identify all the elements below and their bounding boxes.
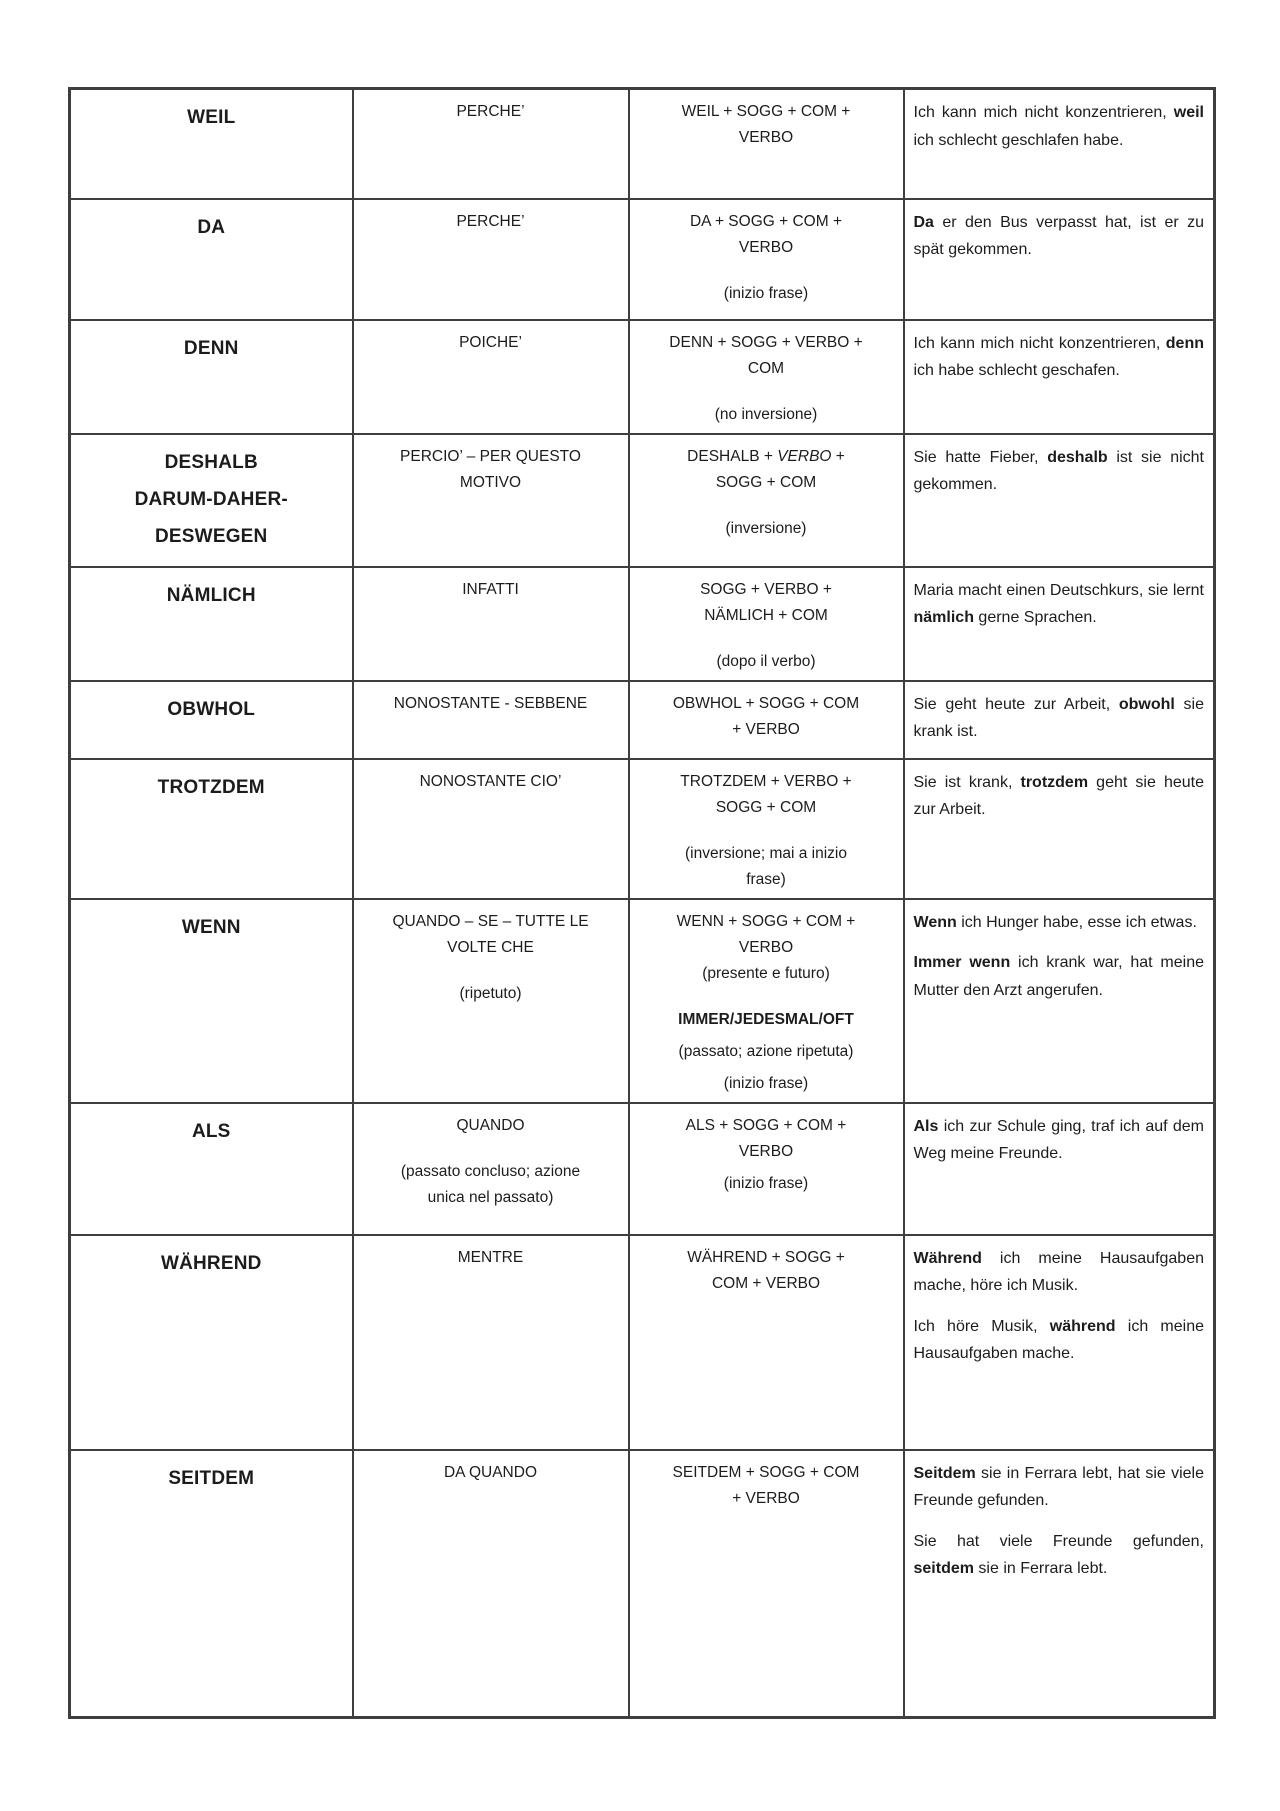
- example-cell: [904, 759, 1215, 899]
- structure-paragraph: DESHALB + VERBO + SOGG + COM: [687, 447, 845, 491]
- table-row: [70, 1450, 1215, 1718]
- structure-paragraph: SOGG + VERBO + NÄMLICH + COM: [700, 580, 832, 624]
- structure-paragraph: WEIL + SOGG + COM + VERBO: [681, 103, 851, 146]
- table-row: [70, 1103, 1215, 1235]
- translation-paragraph: NONOSTANTE - SEBBENE: [393, 694, 588, 712]
- conjunction-cell: [70, 567, 353, 681]
- example-sentence: Wenn ich Hunger habe, esse ich etwas.: [913, 913, 1197, 931]
- translation-cell: [353, 567, 629, 681]
- structure-paragraph: WENN + SOGG + COM + VERBO (presente e futuro): [676, 912, 856, 982]
- structure-paragraph: OBWHOL + SOGG + COM + VERBO: [672, 694, 860, 738]
- conjunction-word: WEIL: [187, 107, 236, 128]
- structure-paragraph: TROTZDEM + VERBO + SOGG + COM: [680, 772, 852, 816]
- translation-cell: [353, 199, 629, 320]
- conjunction-table: [68, 87, 1216, 1719]
- example-sentence: Sie hat viele Freunde gefunden, seitdem sie in Ferrara lebt.: [913, 1532, 1204, 1577]
- structure-cell: [629, 89, 904, 199]
- conjunction-word: WÄHREND: [160, 1252, 262, 1274]
- conjunction-cell: [70, 199, 353, 320]
- translation-cell: [353, 681, 629, 759]
- example-sentence: Ich kann mich nicht konzentrieren, denn ich habe schlecht geschafen.: [913, 334, 1204, 379]
- structure-cell: [629, 199, 904, 320]
- translation-cell: [353, 89, 629, 199]
- example-cell: [904, 320, 1215, 434]
- conjunction-word: OBWHOL: [167, 698, 256, 720]
- conjunction-cell: [70, 434, 353, 567]
- example-cell: [904, 1235, 1215, 1450]
- table-row: [70, 681, 1215, 759]
- translation-cell: [353, 899, 629, 1103]
- example-cell: [904, 1103, 1215, 1235]
- conjunction-word: TROTZDEM: [157, 776, 265, 798]
- structure-paragraph: SEITDEM + SOGG + COM + VERBO: [672, 1463, 860, 1507]
- structure-cell: [629, 1450, 904, 1718]
- structure-cell: [629, 434, 904, 567]
- example-cell: [904, 567, 1215, 681]
- translation-paragraph: (ripetuto): [459, 984, 522, 1002]
- translation-paragraph: MENTRE: [457, 1248, 524, 1266]
- structure-paragraph: IMMER/JEDESMAL/OFT: [678, 1010, 854, 1028]
- conjunction-cell: [70, 759, 353, 899]
- table-row: [70, 899, 1215, 1103]
- conjunction-cell: [70, 681, 353, 759]
- example-sentence: Ich höre Musik, während ich meine Hausaufgaben mache.: [913, 1317, 1205, 1362]
- structure-paragraph: (inizio frase): [723, 1074, 809, 1092]
- structure-cell: [629, 899, 904, 1103]
- structure-paragraph: (inversione): [725, 519, 807, 537]
- translation-paragraph: PERCHE’: [456, 212, 525, 230]
- structure-cell: [629, 681, 904, 759]
- structure-cell: [629, 567, 904, 681]
- translation-cell: [353, 1450, 629, 1718]
- conjunction-word: WENN: [181, 916, 241, 938]
- translation-cell: [353, 759, 629, 899]
- translation-paragraph: NONOSTANTE CIO’: [419, 772, 562, 790]
- translation-paragraph: QUANDO: [456, 1116, 525, 1134]
- table-row: [70, 89, 1215, 199]
- structure-paragraph: ALS + SOGG + COM + VERBO: [685, 1116, 847, 1160]
- example-sentence: Seitdem sie in Ferrara lebt, hat sie viele Freunde gefunden.: [913, 1464, 1204, 1509]
- structure-cell: [629, 759, 904, 899]
- example-sentence: Ich kann mich nicht konzentrieren, weil ich schlecht geschlafen habe.: [913, 104, 1204, 149]
- table-row: [70, 320, 1215, 434]
- example-sentence: Sie ist krank, trotzdem geht sie heute zur Arbeit.: [913, 773, 1204, 818]
- example-cell: [904, 1450, 1215, 1718]
- conjunction-cell: [70, 1235, 353, 1450]
- structure-cell: [629, 320, 904, 434]
- table-row: [70, 434, 1215, 567]
- conjunction-cell: [70, 1450, 353, 1718]
- conjunction-word: DESHALB DARUM-DAHER- DESWEGEN: [134, 451, 288, 547]
- translation-paragraph: INFATTI: [462, 580, 519, 598]
- example-sentence: Während ich meine Hausaufgaben mache, höre ich Musik.: [913, 1249, 1204, 1294]
- example-sentence: Immer wenn ich krank war, hat meine Mutter den Arzt angerufen.: [913, 954, 1205, 999]
- conjunction-cell: [70, 1103, 353, 1235]
- translation-paragraph: (passato concluso; azione unica nel passato): [400, 1162, 581, 1206]
- example-sentence: Maria macht einen Deutschkurs, sie lernt nämlich gerne Sprachen.: [913, 581, 1204, 626]
- conjunction-word: DA: [197, 216, 226, 238]
- table-row: [70, 199, 1215, 320]
- translation-paragraph: PERCHE’: [456, 103, 525, 120]
- conjunction-word: ALS: [191, 1120, 231, 1142]
- example-cell: [904, 89, 1215, 199]
- conjunction-cell: [70, 899, 353, 1103]
- table-row: [70, 567, 1215, 681]
- translation-cell: [353, 320, 629, 434]
- example-sentence: Da er den Bus verpasst hat, ist er zu spät gekommen.: [913, 213, 1204, 258]
- table-row: [70, 1235, 1215, 1450]
- conjunction-cell: [70, 89, 353, 199]
- translation-cell: [353, 1103, 629, 1235]
- conjunction-word: NÄMLICH: [166, 584, 256, 606]
- structure-paragraph: (inversione; mai a inizio frase): [685, 844, 847, 888]
- example-cell: [904, 434, 1215, 567]
- translation-paragraph: QUANDO – SE – TUTTE LE VOLTE CHE: [392, 912, 589, 956]
- translation-paragraph: DA QUANDO: [443, 1463, 537, 1481]
- structure-cell: [629, 1235, 904, 1450]
- translation-paragraph: POICHE’: [459, 333, 522, 351]
- example-sentence: Sie geht heute zur Arbeit, obwohl sie krank ist.: [913, 695, 1204, 740]
- structure-paragraph: DENN + SOGG + VERBO + COM: [669, 333, 863, 377]
- conjunction-cell: [70, 320, 353, 434]
- conjunction-word: DENN: [183, 337, 239, 359]
- structure-paragraph: DA + SOGG + COM + VERBO: [689, 212, 843, 256]
- structure-cell: [629, 1103, 904, 1235]
- table-row: [70, 759, 1215, 899]
- structure-paragraph: (passato; azione ripetuta): [678, 1042, 854, 1060]
- example-cell: [904, 681, 1215, 759]
- example-cell: [904, 899, 1215, 1103]
- translation-cell: [353, 1235, 629, 1450]
- structure-paragraph: WÄHREND + SOGG + COM + VERBO: [687, 1248, 845, 1292]
- example-sentence: Als ich zur Schule ging, traf ich auf dem Weg meine Freunde.: [913, 1117, 1204, 1162]
- translation-cell: [353, 434, 629, 567]
- structure-paragraph: (dopo il verbo): [716, 652, 816, 670]
- translation-paragraph: PERCIO’ – PER QUESTO MOTIVO: [400, 447, 581, 491]
- example-cell: [904, 199, 1215, 320]
- structure-paragraph: (inizio frase): [723, 284, 809, 302]
- structure-paragraph: (no inversione): [714, 405, 818, 423]
- conjunction-word: SEITDEM: [168, 1467, 255, 1489]
- structure-paragraph: (inizio frase): [723, 1174, 809, 1192]
- example-sentence: Sie hatte Fieber, deshalb ist sie nicht gekommen.: [913, 448, 1204, 493]
